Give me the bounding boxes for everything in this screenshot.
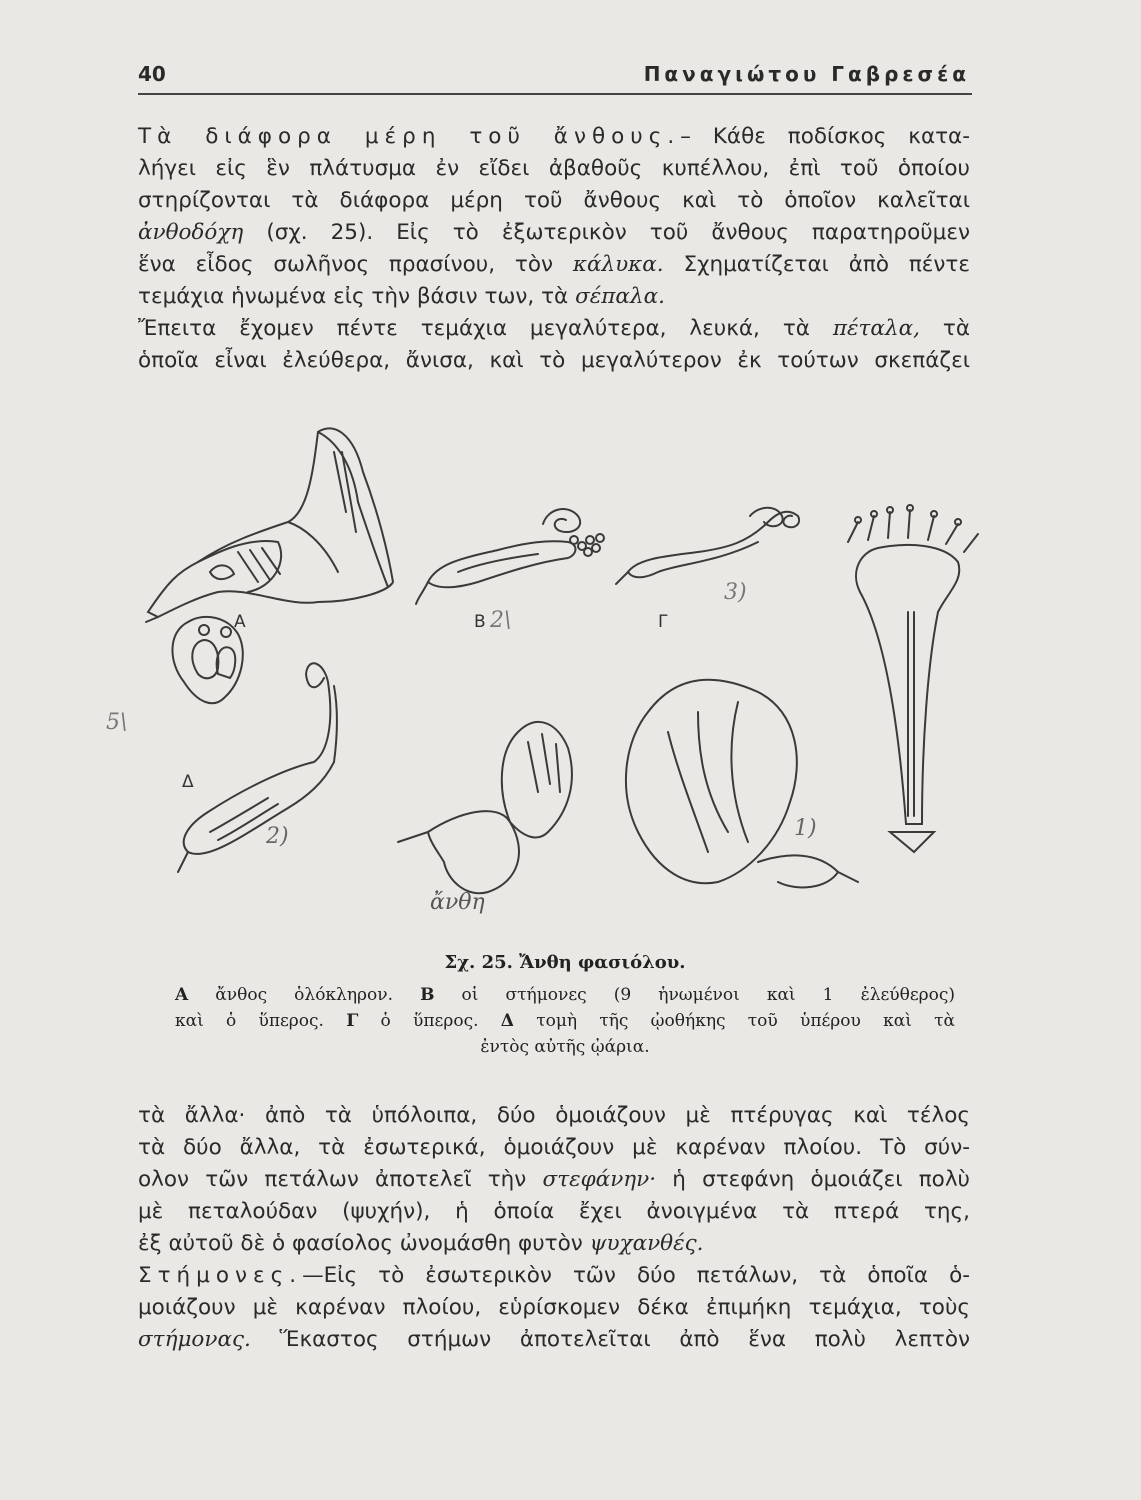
text-span: ἐξ αὐτοῦ δὲ ὁ φασίολος ὠνομάσθη φυτὸν [138, 1231, 583, 1256]
page-number: 40 [138, 62, 166, 86]
term-anthodochi: ἀνθοδόχη [138, 220, 244, 245]
term-psychanthes: ψυχανθές. [589, 1231, 704, 1256]
large-flower-drawing [626, 680, 858, 888]
text-line: στηρίζονται τὰ διάφορα μέρη τοῦ ἄνθους καὶ τὸ ὁποῖον καλεῖται [138, 188, 970, 213]
side-flower-drawing [398, 722, 572, 893]
label-a: Α [234, 612, 246, 632]
term-stefani: στεφάνην· [542, 1167, 657, 1192]
figure-caption-title: Σχ. 25. Ἄνθη φασιόλου. [444, 952, 686, 973]
section-title-stimones: Στήμονες. [138, 1263, 303, 1288]
handwritten-mark-2: 2) [266, 824, 289, 849]
text-span: (σχ. 25). Εἰς τὸ ἐξωτερικὸν τοῦ ἄνθους παρατηροῦμεν [266, 220, 970, 245]
text-span: —Εἰς τὸ ἐσωτερικὸν τῶν δύο πετάλων, τὰ ὁποῖα ὁ- [302, 1263, 970, 1288]
text-line: τὰ δύο ἄλλα, τὰ ἐσωτερικά, ὁμοιάζουν μὲ καρέναν πλοίου. Τὸ σύν- [138, 1135, 970, 1160]
text-line: λήγει εἰς ἓν πλάτυσμα ἐν εἴδει ἀβαθοῦς κυπέλλου, ἐπὶ τοῦ ὁποίου [138, 156, 970, 181]
text-span: – Κάθε ποδίσκος κατα- [680, 124, 970, 149]
text-line [138, 313, 970, 345]
text-span: ἕνα εἶδος σωλῆνος πρασίνου, τὸν [138, 252, 553, 277]
stamen-column-drawing [848, 505, 978, 852]
text-line: ὁποῖα εἶναι ἐλεύθερα, ἄνισα, καὶ τὸ μεγαλύτερον ἐκ τούτων σκεπάζει [138, 348, 970, 373]
text-line [138, 217, 970, 249]
handwritten-mark-1: 1) [794, 816, 817, 841]
running-title: Παναγιώτου Γαβρεσέα [643, 62, 970, 86]
term-stimonas: στήμονας. [138, 1327, 251, 1352]
text-line [138, 121, 970, 153]
caption-key-d: Δ [500, 1011, 514, 1031]
caption-text: τομὴ τῆς ᾠοθήκης τοῦ ὑπέρου καὶ τὰ [536, 1011, 956, 1031]
text-span: τὰ [942, 316, 970, 341]
term-kalyx: κάλυκα. [572, 252, 664, 277]
label-b: Β [474, 612, 486, 632]
caption-key-g: Γ [346, 1011, 359, 1031]
stamens-drawing [416, 509, 604, 604]
whole-flower-drawing [146, 428, 393, 622]
text-span: ολον τῶν πετάλων ἀποτελεῖ τὴν [138, 1167, 527, 1192]
caption-text: ὁ ὕπερος. [380, 1011, 479, 1031]
label-g: Γ [658, 612, 668, 632]
ovary-section-drawing [172, 617, 242, 703]
text-line: μὲ πεταλούδαν (ψυχήν), ἡ ὁποία ἔχει ἀνοιγμένα τὰ πτερά της, [138, 1199, 970, 1224]
term-sepala: σέπαλα. [575, 284, 665, 309]
section-title-parts: Τὰ διάφορα μέρη τοῦ ἄνθους. [138, 124, 681, 149]
label-d: Δ [182, 772, 194, 792]
handwritten-mark-g: 3) [724, 580, 747, 605]
text-line [138, 1260, 970, 1292]
caption-text: οἱ στήμονες (9 ἡνωμένοι καὶ 1 ἐλεύθερος) [461, 985, 956, 1005]
text-line [138, 281, 970, 313]
text-line [138, 1228, 970, 1260]
pistil-drawing [616, 508, 799, 584]
text-line: τὰ ἄλλα· ἀπὸ τὰ ὑπόλοιπα, δύο ὁμοιάζουν μὲ πτέρυγας καὶ τέλος [138, 1103, 970, 1128]
running-head [138, 58, 970, 92]
handwritten-mark-5: 5\ [106, 710, 128, 735]
caption-key-a: Α [175, 985, 189, 1005]
handwritten-anthi: ἄνθη [430, 890, 485, 915]
text-span: Ἕκαστος στήμων ἀποτελεῖται ἀπὸ ἕνα πολὺ λεπτὸν [279, 1327, 970, 1352]
text-line [138, 1164, 970, 1196]
text-line: μοιάζουν μὲ καρέναν πλοίου, εὑρίσκομεν δέκα ἐπιμήκη τεμάχια, τοὺς [138, 1295, 970, 1320]
text-span: Ἔπειτα ἔχομεν πέντε τεμάχια μεγαλύτερα, λευκά, τὰ [138, 316, 810, 341]
caption-text: ἄνθος ὁλόκληρον. [215, 985, 393, 1005]
caption-line [175, 982, 955, 1008]
caption-line: ἐντὸς αὐτῆς ᾠάρια. [480, 1037, 650, 1057]
text-span: τεμάχια ἡνωμένα εἰς τὴν βάσιν των, τὰ [138, 284, 569, 309]
caption-line [175, 1008, 955, 1034]
figure-25 [106, 412, 980, 942]
term-petala: πέταλα, [832, 316, 920, 341]
caption-key-b: Β [420, 985, 435, 1005]
figure-caption-body [175, 982, 955, 1060]
text-span: Σχηματίζεται ἀπὸ πέντε [683, 252, 970, 277]
text-span: ἡ στεφάνη ὁμοιάζει πολὺ [672, 1167, 971, 1192]
caption-text: καὶ ὁ ὕπερος. [175, 1011, 324, 1031]
text-line [138, 249, 970, 281]
bean-flower-illustrations [138, 412, 980, 942]
intro-paragraph [138, 121, 970, 377]
header-rule [138, 93, 972, 95]
continuation-paragraph [138, 1100, 970, 1356]
handwritten-mark-b: 2\ [490, 608, 512, 633]
pod-drawing [178, 663, 337, 872]
text-line [138, 1324, 970, 1356]
